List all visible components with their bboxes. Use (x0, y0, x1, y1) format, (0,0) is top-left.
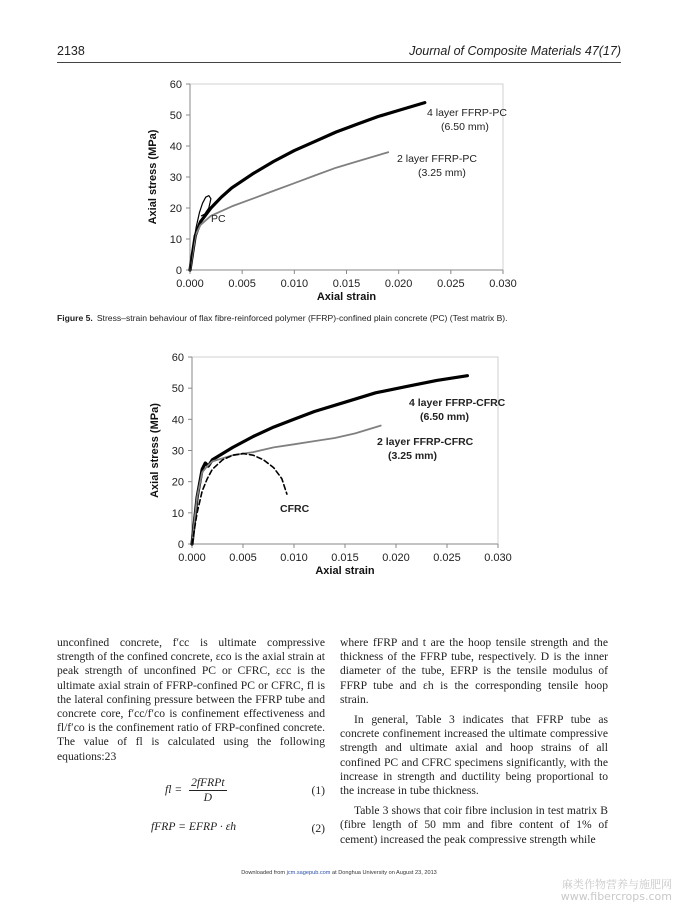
figure5-caption-label: Figure 5. (57, 313, 93, 323)
journal-title: Journal of Composite Materials 47(17) (409, 44, 621, 58)
x-tick-label: 0.000 (178, 552, 206, 564)
x-tick-label: 0.020 (382, 552, 410, 564)
x-tick-label: 0.025 (433, 552, 461, 564)
figure5-caption-text: Stress–strain behaviour of flax fibre-reinforced polymer (FFRP)-confined plain concrete (PC) (Test matrix B). (96, 313, 508, 323)
left-paragraph: unconfined concrete, f′cc is ultimate compressive strength of the confined concrete, εco is the axial strain at peak strength of unconfined PC or CFRC, εcc is the ultimate axial strain of FFRP-confined PC or CFRC, fl is the lateral confining pressure between the FFRP tube and concrete core, f′cc/f′co is confinement effectiveness and fl/f′co is the confinement ratio of FRP-confined concrete. The value of fl is calculated using the following equations:23 (57, 636, 325, 763)
x-tick-label: 0.030 (484, 552, 512, 564)
series-label: (6.50 mm) (441, 121, 489, 133)
y-tick-label: 40 (169, 141, 182, 153)
watermark-line-1: 麻类作物营养与施肥网 (562, 878, 672, 891)
y-tick-label: 20 (171, 476, 184, 489)
equation-2 (57, 812, 325, 846)
text-column-left (57, 636, 325, 846)
right-paragraph-2: In general, Table 3 indicates that FFRP tube as concrete confinement increased the ultimate compressive strength and ultimate axial and hoop strains of all confined PC and CFRC specimens significantly, with the increase in strength and ductility being proportional to the increase in tube thickness. (340, 713, 608, 798)
equation-1-number: (1) (311, 783, 325, 797)
plot-area-border (192, 357, 498, 544)
series-label: 2 layer FFRP-CFRC (377, 436, 474, 448)
x-tick-label: 0.025 (437, 278, 465, 290)
series-label: (3.25 mm) (388, 450, 438, 462)
page-number: 2138 (57, 44, 85, 58)
y-tick-label: 30 (169, 172, 182, 184)
x-axis-label: Axial strain (315, 565, 375, 577)
series-label: (3.25 mm) (418, 167, 466, 179)
x-tick-label: 0.020 (384, 278, 413, 290)
figure5-chart (0, 0, 678, 305)
watermark-line-2: www.fibercrops.com (560, 890, 672, 903)
equation-1 (57, 774, 325, 808)
series-line (190, 152, 388, 270)
equation-2-number: (2) (311, 821, 325, 835)
footer-link[interactable]: jcm.sagepub.com (286, 870, 331, 876)
equation-1-denominator: D (203, 790, 213, 804)
y-tick-label: 10 (171, 507, 184, 520)
footer-suffix: at Donghua University on August 23, 2013 (330, 870, 437, 876)
equation-1-lhs: fl = (165, 782, 183, 796)
x-tick-label: 0.005 (229, 552, 257, 564)
x-tick-label: 0.010 (280, 552, 308, 564)
x-tick-label: 0.010 (280, 278, 309, 290)
series-label: CFRC (280, 503, 310, 515)
y-tick-label: 50 (169, 110, 182, 122)
x-tick-label: 0.015 (331, 552, 359, 564)
figure5-caption (57, 313, 627, 323)
x-axis-label: Axial strain (316, 291, 377, 303)
y-tick-label: 40 (171, 414, 184, 427)
y-tick-label: 0 (177, 539, 184, 551)
y-tick-label: 20 (169, 203, 182, 215)
x-tick-label: 0.015 (332, 278, 361, 290)
equation-1-numerator: 2fFRPt (191, 775, 225, 789)
x-tick-label: 0.005 (228, 278, 256, 290)
series-label: PC (211, 213, 226, 225)
footer-prefix: Downloaded from (241, 870, 287, 876)
equation-2-body: fFRP = EFRP · εh (151, 819, 237, 833)
right-paragraph-1: where fFRP and t are the hoop tensile strength and the thickness of the FFRP tube, respectively. D is the inner diameter of the tube, EFRP is the tensile modulus of FFRP tube and εh is the corresponding tensile hoop strain. (340, 636, 608, 706)
y-tick-label: 10 (169, 234, 182, 246)
y-axis-label: Axial stress (MPa) (149, 403, 161, 498)
series-label: 2 layer FFRP-PC (397, 153, 477, 165)
series-line (190, 103, 425, 270)
x-tick-label: 0.000 (176, 278, 204, 290)
x-tick-label: 0.030 (489, 278, 517, 290)
y-tick-label: 0 (175, 265, 182, 277)
series-label: 4 layer FFRP-CFRC (409, 397, 506, 409)
series-label: 4 layer FFRP-PC (427, 107, 507, 119)
cfrc-chart (0, 330, 678, 620)
series-line (192, 426, 381, 544)
series-label: (6.50 mm) (420, 411, 470, 423)
y-tick-label: 30 (171, 445, 184, 458)
text-column-right (340, 636, 608, 847)
y-tick-label: 60 (171, 352, 184, 364)
y-tick-label: 50 (171, 383, 184, 396)
y-tick-label: 60 (169, 79, 182, 91)
y-axis-label: Axial stress (MPa) (147, 129, 159, 225)
right-paragraph-3: Table 3 shows that coir fibre inclusion in test matrix B (fibre length of 50 mm and fibre content of 1% of cement) increased the peak compressive strength while (340, 804, 608, 846)
